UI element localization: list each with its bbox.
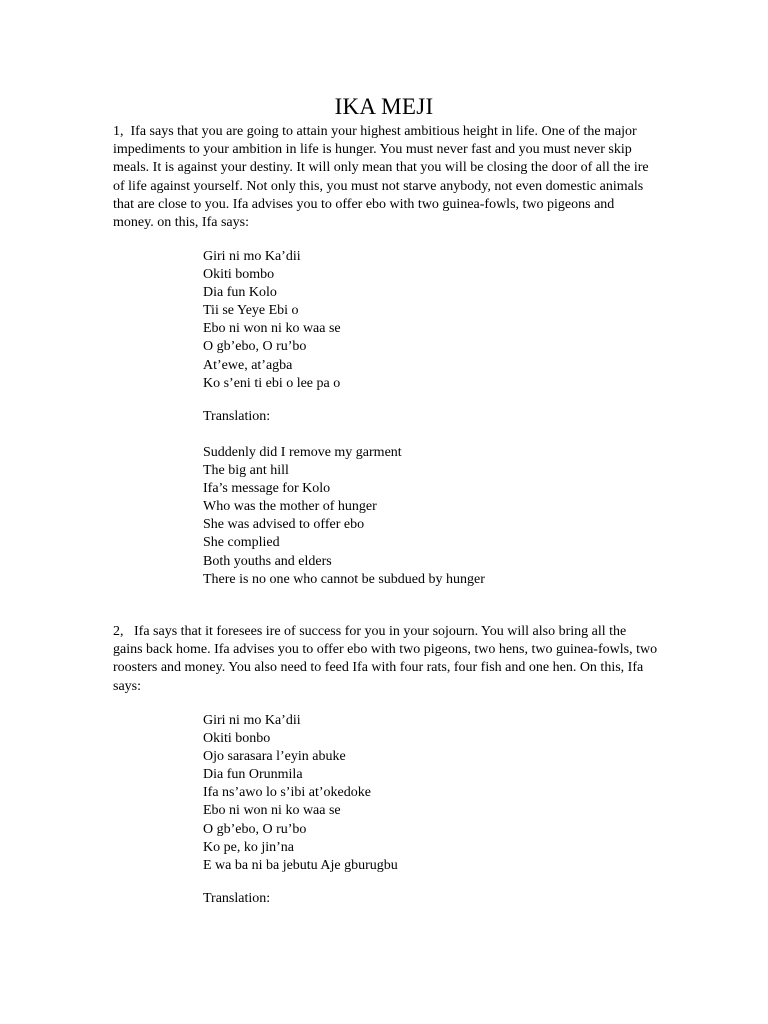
verse-line: E wa ba ni ba jebutu Aje gburugbu [203,857,398,873]
translation-line: Who was the mother of hunger [203,499,377,515]
section-2-translation-label: Translation: [203,891,271,906]
translation-line: There is no one who cannot be subdued by hunger [203,571,485,587]
verse-line: Ebo ni won ni ko waa se [203,803,341,819]
verse-line: Giri ni mo Ka’dii [203,249,301,264]
section-1-paragraph: 1, Ifa says that you are going to attain your highest ambitious height in life. One of the major impediments to your ambition in life is hunger. You must never fast and you must never skip meals. It is against your destiny. It will only mean that you will be closing the door of all the ire of life against yourself. Not only this, you must not starve anybody, not even domestic animals that are close to you. Ifa advises you to offer ebo with two guinea-fowls, two pigeons and money. on this, Ifa says: [113,124,649,231]
verse-line: Dia fun Kolo [203,285,277,301]
verse-line: Dia fun Orunmila [203,767,303,783]
page-title: IKA MEJI [334,94,434,119]
translation-line: Suddenly did I remove my garment [203,445,402,460]
verse-line: Ebo ni won ni ko waa se [203,321,341,337]
verse-line: O gb’ebo, O ru’bo [203,821,307,837]
verse-line: Okiti bonbo [203,731,271,747]
translation-line: Both youths and elders [203,553,332,569]
section-2-verse [203,712,623,875]
verse-line: Ifa ns’awo lo s’ibi at’okedoke [203,785,371,801]
section-1-translation-label: Translation: [203,409,271,424]
translation-line: Ifa’s message for Kolo [203,481,331,497]
section-1-translation [203,444,623,589]
verse-line: Ko s’eni ti ebi o lee pa o [203,375,341,391]
verse-line: Ojo sarasara l’eyin abuke [203,749,346,765]
translation-line: The big ant hill [203,463,289,479]
section-1-verse [203,248,623,393]
verse-line: Ko pe, ko jin’na [203,839,294,855]
verse-line: Okiti bombo [203,267,275,283]
translation-line: She was advised to offer ebo [203,517,365,533]
verse-line: Tii se Yeye Ebi o [203,303,299,319]
verse-line: O gb’ebo, O ru’bo [203,339,307,355]
translation-line: She complied [203,535,280,551]
verse-line: At’ewe, at’agba [203,357,293,373]
verse-line: Giri ni mo Ka’dii [203,713,301,728]
section-2-paragraph: 2, Ifa says that it foresees ire of success for you in your sojourn. You will also bring all the gains back home. Ifa advises you to offer ebo with two pigeons, two hens, two guinea-fowls, two roosters and money. You also need to feed Ifa with four rats, four fish and one hen. On this, Ifa says: [113,624,658,694]
